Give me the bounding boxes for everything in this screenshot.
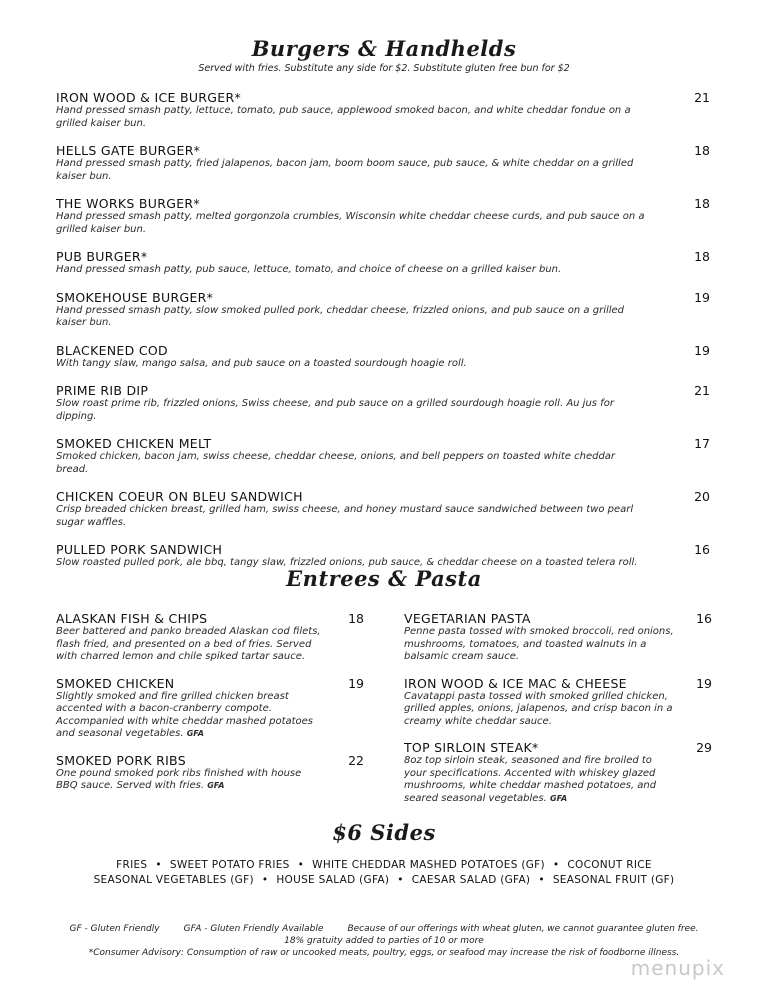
gluten-disclaimer: Because of our offerings with wheat gluten, we cannot guarantee gluten free. — [347, 924, 699, 934]
separator-dot: • — [538, 874, 545, 886]
entrees-title: Entrees & Pasta — [286, 566, 482, 591]
menu-item — [56, 676, 364, 741]
menu-item — [404, 740, 712, 805]
gfa-tag: GFA — [207, 781, 225, 790]
menu-item — [404, 676, 712, 729]
sides-section — [56, 820, 712, 886]
consumer-advisory: *Consumer Advisory: Consumption of raw or uncooked meats, poultry, eggs, or seafood may increase the risk of foodborne illness. — [88, 948, 680, 958]
item-name: VEGETARIAN PASTA — [404, 611, 531, 626]
burgers-title: Burgers & Handhelds — [251, 36, 517, 61]
item-name: HELLS GATE BURGER* — [56, 143, 201, 158]
menu-item — [56, 196, 712, 236]
item-price: 21 — [694, 383, 710, 398]
item-price: 19 — [696, 675, 712, 691]
menu-item — [56, 290, 712, 330]
item-price: 16 — [696, 611, 712, 626]
watermark: menupix — [630, 956, 725, 980]
item-name: PUB BURGER* — [56, 249, 148, 264]
item-price: 22 — [348, 752, 364, 768]
side-item: COCONUT RICE — [567, 859, 652, 871]
menu-item — [56, 489, 712, 529]
item-description: Slow roast prime rib, frizzled onions, Swiss cheese, and pub sauce on a grilled sourdough hoagie roll. Au jus for dipping. — [56, 398, 614, 422]
gratuity-note: 18% gratuity added to parties of 10 or more — [284, 936, 484, 946]
separator-dot: • — [155, 859, 162, 871]
sides-row-2 — [56, 874, 712, 886]
item-description — [56, 626, 326, 664]
menu-item — [56, 343, 712, 371]
item-description: Crisp breaded chicken breast, grilled ham, swiss cheese, and honey mustard sauce sandwiched between two pearl sugar waffles. — [56, 504, 634, 528]
separator-dot: • — [552, 859, 560, 871]
separator-dot: • — [261, 874, 269, 886]
item-name: PULLED PORK SANDWICH — [56, 542, 223, 557]
item-description-text: Penne pasta tossed with smoked broccoli, red onions, mushrooms, tomatoes, and toasted walnuts in a balsamic cream sauce. — [404, 626, 674, 662]
gfa-tag: GFA — [186, 729, 204, 738]
item-name: THE WORKS BURGER* — [56, 196, 200, 211]
item-price: 18 — [694, 143, 710, 158]
item-description-text: One pound smoked pork ribs finished with house BBQ sauce. Served with fries. — [56, 767, 302, 791]
sides-row-1 — [56, 859, 712, 871]
item-description — [404, 626, 674, 664]
item-price: 20 — [694, 489, 710, 504]
burgers-subtitle: Served with fries. Substitute any side for $2. Substitute gluten free bun for $2 — [198, 63, 570, 74]
item-description — [56, 768, 326, 793]
side-item: SEASONAL FRUIT (GF) — [552, 874, 675, 886]
item-description: With tangy slaw, mango salsa, and pub sauce on a toasted sourdough hoagie roll. — [56, 357, 467, 369]
item-description: Hand pressed smash patty, slow smoked pulled pork, cheddar cheese, frizzled onions, and pub sauce on a grilled kaiser bun. — [56, 304, 625, 328]
entrees-columns — [56, 611, 712, 817]
entrees-right-column — [404, 611, 712, 817]
item-name: SMOKEHOUSE BURGER* — [56, 289, 214, 305]
footer-legend — [56, 924, 712, 934]
item-description — [404, 691, 674, 729]
burgers-list — [56, 90, 712, 570]
gfa-tag: GFA — [550, 793, 568, 803]
menu-item — [56, 383, 712, 423]
item-name: SMOKED CHICKEN — [56, 675, 175, 691]
item-price: 18 — [694, 249, 710, 264]
gf-legend: GF - Gluten Friendly — [69, 924, 160, 934]
item-price: 16 — [694, 542, 710, 557]
item-name: IRON WOOD & ICE BURGER* — [56, 90, 242, 105]
menu-item — [56, 249, 712, 277]
menu-item — [56, 90, 712, 130]
item-price: 18 — [348, 611, 364, 626]
item-description: Hand pressed smash patty, melted gorgonzola crumbles, Wisconsin white cheddar cheese curds, and pub sauce on a grilled kaiser bun. — [56, 211, 645, 235]
entrees-section — [56, 566, 712, 817]
side-item: FRIES — [116, 859, 148, 871]
item-price: 19 — [348, 675, 364, 691]
item-name: CHICKEN COEUR ON BLEU SANDWICH — [56, 489, 303, 504]
item-description-text: Cavatappi pasta tossed with smoked grilled chicken, grilled apples, onions, jalapenos, and crisp bacon in a creamy white cheddar sauce. — [404, 690, 673, 727]
item-description — [56, 691, 326, 741]
burgers-section — [56, 36, 712, 583]
item-price: 29 — [696, 740, 712, 755]
item-description: Hand pressed smash patty, fried jalapenos, bacon jam, boom boom sauce, pub sauce, & white cheddar on a grilled kaiser bun. — [56, 158, 634, 182]
item-price: 19 — [694, 342, 710, 358]
side-item: SWEET POTATO FRIES — [169, 859, 290, 871]
item-name: PRIME RIB DIP — [56, 383, 149, 398]
gfa-legend: GFA - Gluten Friendly Available — [183, 924, 324, 934]
item-name: SMOKED CHICKEN MELT — [56, 436, 212, 451]
menu-item — [56, 143, 712, 183]
item-name: IRON WOOD & ICE MAC & CHEESE — [404, 675, 627, 691]
item-name: SMOKED PORK RIBS — [56, 752, 186, 768]
item-description-text: Slightly smoked and fire grilled chicken breast accented with a bacon-cranberry compote. Accompanied with white cheddar mashed potatoes and seasonal vegetables. — [56, 690, 314, 739]
side-item: WHITE CHEDDAR MASHED POTATOES (GF) — [312, 859, 545, 871]
menu-item — [56, 611, 364, 664]
item-name: BLACKENED COD — [56, 342, 168, 358]
item-price: 19 — [694, 289, 710, 305]
side-item: SEASONAL VEGETABLES (GF) — [93, 874, 254, 886]
entrees-left-column — [56, 611, 364, 817]
item-name: ALASKAN FISH & CHIPS — [56, 611, 208, 626]
item-description: Hand pressed smash patty, lettuce, tomato, pub sauce, applewood smoked bacon, and white cheddar fondue on a grilled kaiser bun. — [56, 105, 631, 129]
item-description: Hand pressed smash patty, pub sauce, lettuce, tomato, and choice of cheese on a grilled kaiser bun. — [56, 264, 562, 275]
item-price: 17 — [694, 436, 710, 451]
separator-dot: • — [297, 859, 305, 871]
item-description-text: 8oz top sirloin steak, seasoned and fire broiled to your specifications. Accented with whiskey glazed mushrooms, white cheddar mashed potatoes, and seared seasonal vegetables. — [404, 755, 657, 804]
side-item: HOUSE SALAD (GFA) — [276, 874, 390, 886]
item-price: 18 — [694, 196, 710, 211]
side-item: CAESAR SALAD (GFA) — [411, 874, 531, 886]
item-price: 21 — [694, 90, 710, 105]
item-description-text: Beer battered and panko breaded Alaskan cod filets, flash fried, and presented on a bed of fries. Served with charred lemon and chile spiked tartar sauce. — [56, 626, 321, 662]
sides-list — [56, 859, 712, 886]
item-description — [404, 755, 674, 805]
menu-item — [56, 753, 364, 793]
separator-dot: • — [397, 874, 404, 886]
menu-item — [404, 611, 712, 664]
item-description: Smoked chicken, bacon jam, swiss cheese, cheddar cheese, onions, and bell peppers on toasted white cheddar bread. — [56, 451, 616, 475]
menu-footer — [56, 924, 712, 958]
item-description: Slow roasted pulled pork, ale bbq, tangy slaw, frizzled onions, pub sauce, & cheddar cheese on a toasted telera roll. — [56, 557, 638, 568]
sides-title: $6 Sides — [332, 820, 436, 845]
item-name: TOP SIRLOIN STEAK* — [404, 740, 539, 755]
menu-item — [56, 436, 712, 476]
